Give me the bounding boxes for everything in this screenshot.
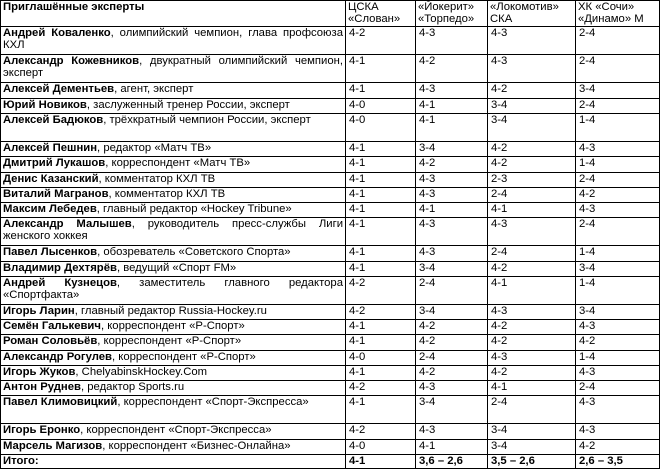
- prediction-lokomotiv-ska: 4-1: [488, 381, 576, 396]
- prediction-sochi-dynamo: 1-4: [576, 157, 660, 172]
- prediction-cska-slovan: 4-1: [346, 55, 416, 83]
- prediction-lokomotiv-ska: 4-2: [488, 261, 576, 276]
- prediction-cska-slovan: 4-1: [346, 320, 416, 335]
- expert-description: , редактор Sports.ru: [81, 381, 185, 394]
- table-row: [1, 202, 660, 217]
- prediction-lokomotiv-ska: 3-4: [488, 424, 576, 439]
- table-row: [1, 320, 660, 335]
- expert-cell: [1, 202, 346, 217]
- expert-description: , корреспондент «Матч ТВ»: [105, 157, 251, 170]
- prediction-sochi-dynamo: 3-4: [576, 83, 660, 98]
- prediction-sochi-dynamo: 4-3: [576, 365, 660, 380]
- expert-cell: [1, 320, 346, 335]
- expert-description: , заслуженный тренер России, эксперт: [86, 98, 290, 111]
- expert-description: , корреспондент «Бизнес-Онлайна»: [102, 439, 291, 452]
- match-header-lokomotiv-ska: «Локомотив» СКА: [488, 1, 576, 27]
- prediction-jokerit-torpedo: 2-4: [416, 350, 488, 365]
- prediction-jokerit-torpedo: 3-4: [416, 305, 488, 320]
- table-row: [1, 218, 660, 246]
- expert-description: , главный редактор Russia-Hockey.ru: [74, 305, 267, 317]
- expert-name: Игорь Еронко: [3, 424, 81, 437]
- table-row: [1, 365, 660, 380]
- prediction-cska-slovan: 4-1: [346, 142, 416, 157]
- prediction-cska-slovan: 4-1: [346, 335, 416, 350]
- expert-cell: [1, 187, 346, 202]
- expert-cell: [1, 83, 346, 98]
- expert-name: Игорь Жуков: [3, 365, 76, 378]
- prediction-cska-slovan: 4-1: [346, 187, 416, 202]
- expert-description: , корреспондент «Спорт-Экспресса»: [80, 424, 272, 437]
- expert-description: , заместитель главного редактора «Спортфакта»: [3, 276, 343, 301]
- expert-cell: [1, 335, 346, 350]
- expert-cell: [1, 381, 346, 396]
- expert-cell: [1, 305, 346, 320]
- expert-cell: [1, 55, 346, 83]
- table-row: [1, 113, 660, 141]
- prediction-cska-slovan: 4-2: [346, 381, 416, 396]
- expert-description: , корреспондент «Р-Спорт»: [100, 320, 245, 333]
- expert-description: , корреспондент «Спорт-Экспресса»: [117, 396, 309, 409]
- prediction-lokomotiv-ska: 4-2: [488, 142, 576, 157]
- expert-name: Андрей Коваленко: [3, 27, 111, 39]
- expert-name: Алексей Пешнин: [3, 142, 98, 155]
- prediction-jokerit-torpedo: 3-4: [416, 261, 488, 276]
- table-row: [1, 187, 660, 202]
- prediction-jokerit-torpedo: 4-3: [416, 27, 488, 55]
- prediction-sochi-dynamo: 2-4: [576, 381, 660, 396]
- table-row: [1, 396, 660, 424]
- expert-name: Дмитрий Лукашов: [3, 157, 106, 170]
- prediction-cska-slovan: 4-2: [346, 305, 416, 320]
- match-header-jokerit-torpedo: «Йокерит» «Торпедо»: [416, 1, 488, 27]
- prediction-jokerit-torpedo: 4-2: [416, 55, 488, 83]
- expert-name: Марсель Магизов: [3, 439, 103, 452]
- prediction-sochi-dynamo: 1-4: [576, 350, 660, 365]
- expert-description: , корреспондент «Р-Спорт»: [97, 335, 242, 348]
- expert-name: Андрей Кузнецов: [3, 276, 117, 289]
- prediction-jokerit-torpedo: 4-3: [416, 218, 488, 246]
- table-row: [1, 276, 660, 304]
- prediction-cska-slovan: 4-1: [346, 157, 416, 172]
- prediction-lokomotiv-ska: 4-2: [488, 83, 576, 98]
- expert-cell: [1, 218, 346, 246]
- expert-cell: [1, 261, 346, 276]
- prediction-lokomotiv-ska: 3-4: [488, 98, 576, 113]
- expert-cell: [1, 350, 346, 365]
- total-lokomotiv-ska: 3,5 – 2,6: [488, 455, 576, 469]
- expert-cell: [1, 172, 346, 187]
- expert-description: , комментатор КХЛ ТВ: [98, 172, 216, 185]
- expert-name: Максим Лебедев: [3, 202, 97, 215]
- prediction-sochi-dynamo: 4-3: [576, 320, 660, 335]
- table-row: [1, 261, 660, 276]
- prediction-lokomotiv-ska: 2-3: [488, 172, 576, 187]
- prediction-jokerit-torpedo: 2-4: [416, 276, 488, 304]
- prediction-cska-slovan: 4-1: [346, 396, 416, 424]
- table-row: [1, 439, 660, 454]
- expert-description: , трёхкратный чемпион России, эксперт: [103, 113, 311, 126]
- prediction-cska-slovan: 4-1: [346, 202, 416, 217]
- prediction-cska-slovan: 4-1: [346, 172, 416, 187]
- expert-name: Павел Климовицкий: [3, 396, 118, 409]
- prediction-sochi-dynamo: 3-4: [576, 305, 660, 320]
- prediction-lokomotiv-ska: 2-4: [488, 246, 576, 261]
- prediction-jokerit-torpedo: 4-3: [416, 172, 488, 187]
- expert-description: , корреспондент «Р-Спорт»: [111, 350, 256, 363]
- prediction-cska-slovan: 4-0: [346, 439, 416, 454]
- table-row: [1, 305, 660, 320]
- expert-description: , агент, эксперт: [114, 83, 194, 96]
- expert-name: Денис Казанский: [3, 172, 99, 185]
- prediction-sochi-dynamo: 4-2: [576, 335, 660, 350]
- table-row: [1, 424, 660, 439]
- prediction-sochi-dynamo: 2-4: [576, 98, 660, 113]
- prediction-cska-slovan: 4-0: [346, 350, 416, 365]
- prediction-jokerit-torpedo: 4-1: [416, 439, 488, 454]
- expert-cell: [1, 157, 346, 172]
- expert-name: Роман Соловьёв: [3, 335, 98, 348]
- table-row: [1, 83, 660, 98]
- prediction-jokerit-torpedo: 4-2: [416, 335, 488, 350]
- match-header-cska-slovan: ЦСКА «Слован»: [346, 1, 416, 27]
- header-row: [1, 1, 660, 27]
- table-row: [1, 157, 660, 172]
- expert-description: , комментатор КХЛ ТВ: [108, 187, 226, 200]
- table-row: [1, 55, 660, 83]
- prediction-jokerit-torpedo: 4-2: [416, 320, 488, 335]
- prediction-jokerit-torpedo: 4-3: [416, 246, 488, 261]
- prediction-lokomotiv-ska: 4-2: [488, 320, 576, 335]
- prediction-lokomotiv-ska: 2-4: [488, 187, 576, 202]
- prediction-jokerit-torpedo: 4-3: [416, 424, 488, 439]
- prediction-lokomotiv-ska: 4-3: [488, 305, 576, 320]
- total-jokerit-torpedo: 3,6 – 2,6: [416, 455, 488, 469]
- expert-cell: [1, 142, 346, 157]
- prediction-cska-slovan: 4-1: [346, 218, 416, 246]
- expert-name: Александр Малышев: [3, 218, 132, 231]
- expert-name: Алексей Бадюков: [3, 113, 104, 126]
- expert-description: , редактор «Матч ТВ»: [97, 142, 212, 155]
- prediction-cska-slovan: 4-2: [346, 276, 416, 304]
- prediction-jokerit-torpedo: 4-2: [416, 157, 488, 172]
- prediction-lokomotiv-ska: 4-1: [488, 276, 576, 304]
- experts-column-header: Приглашённые эксперты: [1, 1, 346, 27]
- expert-cell: [1, 246, 346, 261]
- prediction-jokerit-torpedo: 4-3: [416, 83, 488, 98]
- expert-description: , руководитель пресс-службы Лиги женского хоккея: [3, 218, 344, 243]
- prediction-cska-slovan: 4-1: [346, 365, 416, 380]
- prediction-sochi-dynamo: 4-2: [576, 187, 660, 202]
- expert-description: , двукратный олимпийский чемпион, эксперт: [3, 55, 343, 80]
- prediction-lokomotiv-ska: 4-2: [488, 335, 576, 350]
- prediction-sochi-dynamo: 4-3: [576, 424, 660, 439]
- prediction-jokerit-torpedo: 4-1: [416, 113, 488, 141]
- prediction-sochi-dynamo: 4-3: [576, 142, 660, 157]
- expert-description: , ChelyabinskHockey.Com: [75, 365, 208, 378]
- expert-name: Антон Руднев: [3, 381, 81, 394]
- expert-description: , олимпийский чемпион, глава профсоюза КХЛ: [3, 27, 343, 51]
- prediction-lokomotiv-ska: 4-3: [488, 27, 576, 55]
- expert-name: Павел Лысенков: [3, 246, 98, 259]
- prediction-jokerit-torpedo: 4-1: [416, 202, 488, 217]
- prediction-sochi-dynamo: 2-4: [576, 27, 660, 55]
- prediction-jokerit-torpedo: 4-1: [416, 98, 488, 113]
- prediction-lokomotiv-ska: 4-2: [488, 157, 576, 172]
- prediction-sochi-dynamo: 2-4: [576, 218, 660, 246]
- expert-name: Владимир Дехтярёв: [3, 261, 117, 274]
- table-row: [1, 335, 660, 350]
- prediction-cska-slovan: 4-0: [346, 98, 416, 113]
- expert-cell: [1, 424, 346, 439]
- expert-cell: [1, 439, 346, 454]
- expert-description: , обозреватель «Советского Спорта»: [97, 246, 291, 259]
- expert-description: , главный редактор «Hockey Tribune»: [96, 202, 292, 215]
- expert-name: Юрий Новиков: [3, 98, 87, 111]
- prediction-cska-slovan: 4-0: [346, 113, 416, 141]
- table-row: [1, 172, 660, 187]
- prediction-sochi-dynamo: 4-2: [576, 439, 660, 454]
- prediction-lokomotiv-ska: 4-3: [488, 350, 576, 365]
- expert-name: Алексей Дементьев: [3, 83, 115, 96]
- match-header-sochi-dynamo: ХК «Сочи» «Динамо» М: [576, 1, 660, 27]
- prediction-sochi-dynamo: 1-4: [576, 276, 660, 304]
- prediction-lokomotiv-ska: 2-4: [488, 396, 576, 424]
- prediction-sochi-dynamo: 3-4: [576, 261, 660, 276]
- prediction-jokerit-torpedo: 4-3: [416, 381, 488, 396]
- expert-cell: [1, 27, 346, 55]
- table-row: [1, 246, 660, 261]
- expert-cell: [1, 98, 346, 113]
- prediction-cska-slovan: 4-1: [346, 246, 416, 261]
- prediction-jokerit-torpedo: 3-4: [416, 396, 488, 424]
- prediction-sochi-dynamo: 1-4: [576, 246, 660, 261]
- prediction-sochi-dynamo: 2-4: [576, 55, 660, 83]
- expert-rows: [1, 27, 660, 455]
- table-row: [1, 27, 660, 55]
- prediction-lokomotiv-ska: 4-3: [488, 55, 576, 83]
- prediction-lokomotiv-ska: 3-4: [488, 439, 576, 454]
- table-row: [1, 381, 660, 396]
- prediction-cska-slovan: 4-1: [346, 83, 416, 98]
- prediction-cska-slovan: 4-2: [346, 424, 416, 439]
- expert-name: Виталий Магранов: [3, 187, 109, 200]
- total-sochi-dynamo: 2,6 – 3,5: [576, 455, 660, 469]
- table-row: [1, 350, 660, 365]
- expert-cell: [1, 396, 346, 424]
- table-row: [1, 142, 660, 157]
- expert-name: Александр Рогулев: [3, 350, 112, 363]
- total-cska-slovan: 4-1: [346, 455, 416, 469]
- prediction-lokomotiv-ska: 4-2: [488, 365, 576, 380]
- expert-description: , ведущий «Спорт FM»: [116, 261, 237, 274]
- prediction-sochi-dynamo: 4-3: [576, 396, 660, 424]
- prediction-cska-slovan: 4-2: [346, 27, 416, 55]
- total-label-text: Итого:: [3, 455, 39, 467]
- prediction-cska-slovan: 4-1: [346, 261, 416, 276]
- total-row: [1, 455, 660, 469]
- prediction-jokerit-torpedo: 4-2: [416, 365, 488, 380]
- prediction-lokomotiv-ska: 4-1: [488, 202, 576, 217]
- prediction-lokomotiv-ska: 4-3: [488, 218, 576, 246]
- expert-name: Семён Галькевич: [3, 320, 101, 333]
- expert-cell: [1, 113, 346, 141]
- table-row: [1, 98, 660, 113]
- prediction-sochi-dynamo: 1-4: [576, 113, 660, 141]
- prediction-lokomotiv-ska: 3-4: [488, 113, 576, 141]
- expert-cell: [1, 276, 346, 304]
- prediction-jokerit-torpedo: 3-4: [416, 142, 488, 157]
- prediction-sochi-dynamo: 2-4: [576, 172, 660, 187]
- prediction-sochi-dynamo: 4-3: [576, 202, 660, 217]
- expert-cell: [1, 365, 346, 380]
- expert-name: Александр Кожевников: [3, 55, 140, 68]
- total-label: [1, 455, 346, 469]
- prediction-jokerit-torpedo: 4-3: [416, 187, 488, 202]
- expert-name: Игорь Ларин: [3, 305, 75, 317]
